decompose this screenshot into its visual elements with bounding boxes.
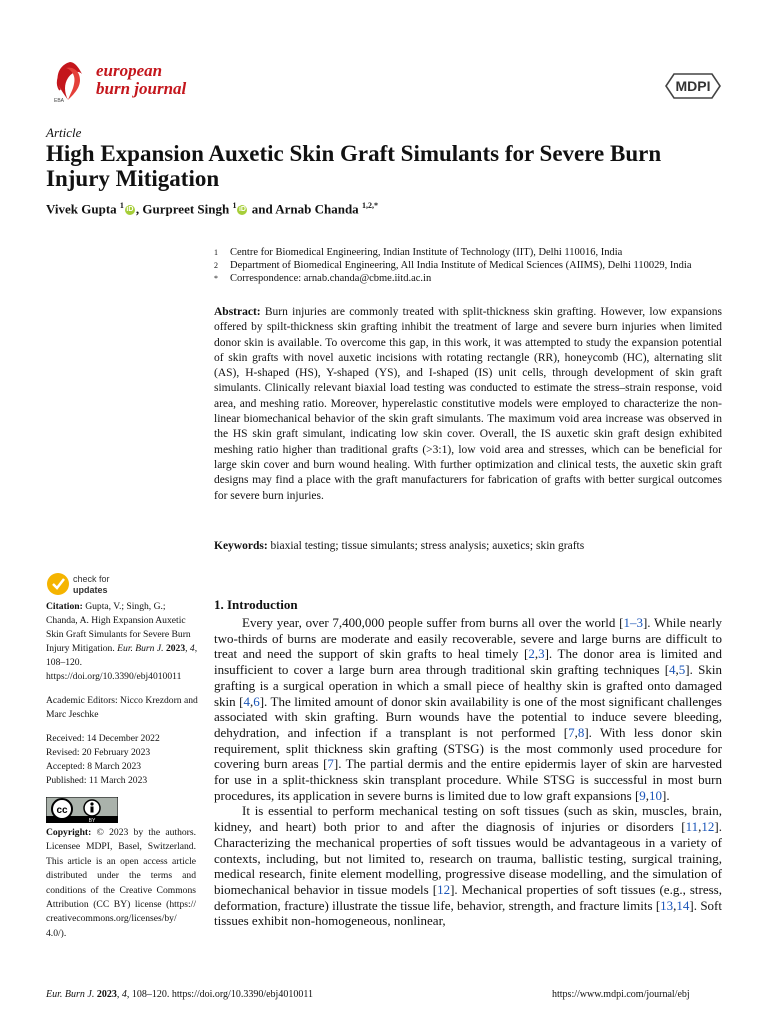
orcid-icon[interactable]: iD [126,206,134,214]
reference-link[interactable]: 14 [676,897,690,913]
keywords [214,540,722,552]
author-list: Vivek Gupta $^1$ iD , Gurpreet Singh $^1$ iD and Arnab Chanda $^{1,2,*}$ [46,201,378,217]
reference-link[interactable]: 3 [538,646,545,662]
section-heading: 1. Introduction [214,597,298,612]
reference-link[interactable]: 11 [685,819,699,835]
citation-journal: Eur. Burn J. [117,643,164,654]
reference-link[interactable]: 12 [437,881,451,897]
mdpi-logo [664,70,722,102]
paragraph-1: Every year, over 7,400,000 people suffer from burns all over the world [1–3]. While nearly two-thirds of burns are moderate and easily recoverable, severe and large burns are difficult to treat and need the support of skin grafts to heal timely [2,3]. The donor area is limited and insufficient to cover a large burn area through traditional skin grafting techniques [4,5]. Skin grafting is a surgical operation in which a small piece of healthy skin is grafted onto damaged skin [4,6]. The limited amount of donor skin availability is one of the most significant challenges associated with skin grafting. Burn wounds have the potential to induce severe bleeding, dehydration, and infection if a transplant is not performed [7,8]. With less donor skin requirement, split thickness skin grafting (STSG) is the most commonly used procedure for covering burn areas [7]. The partial dermis and the entire epidermis layer of skin are harvested for use in a split-thickness skin transplant procedure. While STSG is successful in most burn procedures, its application in severe burns is limited due to low graft expansions [9,10]. [214,615,723,803]
mdpi-logo-text: MDPI [675,78,711,94]
citation-label: Citation: [46,601,83,612]
reference-link[interactable]: 2 [528,646,535,662]
check-updates-line1: check for [73,574,110,584]
copyright-text: © 2023 by the authors. Licensee MDPI, Basel, Switzerland. This article is an open access article distributed under the terms and conditions of the Creative Commons Attribution (CC BY) license (https:// creativecommons.org/licenses/by/ 4.0/). [46,827,196,939]
reference-link[interactable]: 7 [327,756,334,772]
section-body [214,615,722,929]
reference-link[interactable]: 8 [577,724,585,740]
reference-link[interactable]: 4 [669,662,676,678]
affiliation-number: 1 [214,248,218,257]
date-received: Received: 14 December 2022 [46,733,160,744]
affiliation-text: Correspondence: arnab.chanda@cbme.iitd.ac.in [230,273,432,284]
footer-year: 2023 [96,989,117,1000]
footer-volume: 4 [121,989,127,1000]
author-name: Arnab Chanda [275,201,359,217]
reference-link[interactable]: 13 [660,897,674,913]
affiliation-text: Centre for Biomedical Engineering, Indian Institute of Technology (IIT), Delhi 110016, India [230,247,623,258]
reference-link[interactable]: 4 [243,693,250,709]
author-affiliation-marker: 1 [232,201,237,210]
footer-doi[interactable]: , 108–120. https://doi.org/10.3390/ebj4010011 [126,989,313,1000]
date-revised: Revised: 20 February 2023 [46,747,151,758]
affiliation-number: 2 [214,261,218,270]
academic-editors: Academic Editors: Nicco Krezdorn and Marc Jeschke [46,695,198,720]
article-title: High Expansion Auxetic Skin Graft Simulants for Severe Burn Injury Mitigation [46,141,662,191]
author-affiliation-marker: 1,2,* [361,201,378,210]
citation: Citation: Gupta, V.; Singh, G.; Chanda, A. High Expansion Auxetic Skin Graft Simulants for Severe Burn Injury Mitigation. Eur. Burn J. 2023, 4, 108–120. https://doi.org/10.3390/ebj4010011 [46,601,198,682]
citation-text: Gupta, V.; Singh, G.; Chanda, A. High Expansion Auxetic Skin Graft Simulants for Severe Burn Injury Mitigation. [46,601,191,654]
reference-link[interactable]: 1–3 [623,615,643,630]
date-accepted: Accepted: 8 March 2023 [46,761,142,772]
copyright-label: Copyright: [46,827,92,838]
reference-link[interactable]: 12 [701,819,715,835]
paragraph-2: It is essential to perform mechanical testing on soft tissues (such as skin, muscles, brain, kidney, and heart) both prior to and after the diagnosis of injuries or disorders [11,12]. Characterizing the mechanical properties of soft tissues would be advantageous in a variety of contexts, including, but not limited to, research on trauma, ballistic testing, surgical training, medical research, finite element modelling, progressive disease modelling, and the simulation of biomechanical behavior in tissue models [12]. Mechanical properties of soft tissues (e.g., stress, deformation, fracture) illustrate the tissue life, behavior, strength, and fracture limits [13,14]. Soft tissues exhibit non-homogeneous, nonlinear, [214,803,723,929]
reference-link[interactable]: 7 [568,724,575,740]
abstract-text: Burn injuries are commonly treated with split-thickness skin grafting. However, low expansions offered by spilt-thickness skin grafting inhibit the treatment of large and severe burn injuries when limited donor skin is available. To overcome this gap, in this work, it was attempted to study the expansion potential of skin grafts with novel auxetic incisions with rotating rectangle (RR), honeycomb (HC), alternating slit (AS), H-shaped (HS), Y-shaped (YS), and I-shaped (IS) unit cells, through development of skin graft simulants. Clinically relevant biaxial load testing was conducted to estimate the stress–strain response, void area, and meshing ratio. Moreover, hyperelastic constitutive models were employed to characterize the non-linear biomechanical behavior of the skin graft simulants. The maximum void area increase was observed in the HS skin graft simulant, indicating low skin cover. Overall, the IS auxetic skin graft design exhibited meshing ratio higher than traditional grafts (>3:1), low void area and stresses, which can be beneficial for large skin cover and burn wound healing. With further optimization and clinical tests, the auxetic skin graft designs may find a place with the graft manufacturers for fabrication of grafts with better surgical outcomes for severe burn injuries. [214,306,722,502]
dates [46,732,198,788]
affiliations [214,246,692,285]
footer-citation: Eur. Burn J. 2023, 4, 108–120. https://doi.org/10.3390/ebj4010011 [46,989,313,1000]
journal-name-line1: european [96,61,163,80]
author-affiliation-marker: 1 [119,201,124,210]
article-type: Article [46,125,82,140]
check-for-updates-badge[interactable] [46,570,126,598]
abstract-label: Abstract: [214,306,261,318]
footer-journal: Eur. Burn J. [46,989,95,1000]
footer-journal-url[interactable]: https://www.mdpi.com/journal/ebj [552,989,690,1000]
reference-link[interactable]: 10 [649,787,663,803]
journal-name [96,62,186,98]
cc-by-license-icon[interactable] [46,797,118,823]
keywords-label: Keywords: [214,540,268,552]
author-name: Gurpreet Singh [142,201,230,217]
date-published: Published: 11 March 2023 [46,775,148,786]
keywords-text: biaxial testing; tissue simulants; stress analysis; auxetics; skin grafts [270,540,585,552]
reference-link[interactable]: 5 [678,662,686,678]
reference-link[interactable]: 9 [639,787,646,803]
abstract [214,305,722,504]
svg-text:BY: BY [88,818,96,823]
citation-year: 2023 [165,643,186,654]
copyright-notice [46,826,196,941]
affiliation-item [214,259,692,272]
reference-link[interactable]: 6 [253,693,260,709]
journal-logo [44,58,96,104]
citation-volume: 4 [189,643,195,654]
affiliation-item [214,246,692,259]
affiliation-item [214,272,692,285]
journal-name-line2: burn journal [96,79,187,98]
svg-text:cc: cc [56,805,68,816]
svg-text:EBA: EBA [54,98,65,104]
citation-doi[interactable]: , 108–120. https://doi.org/10.3390/ebj4010011 [46,643,198,682]
affiliation-text: Department of Biomedical Engineering, All India Institute of Medical Sciences (AIIMS), Delhi 110029, India [230,260,692,271]
author-name: Vivek Gupta [46,201,117,217]
sidebar-info [46,600,198,798]
check-updates-line2: updates [73,585,108,595]
affiliation-number: * [214,274,218,283]
orcid-icon[interactable]: iD [238,206,246,214]
